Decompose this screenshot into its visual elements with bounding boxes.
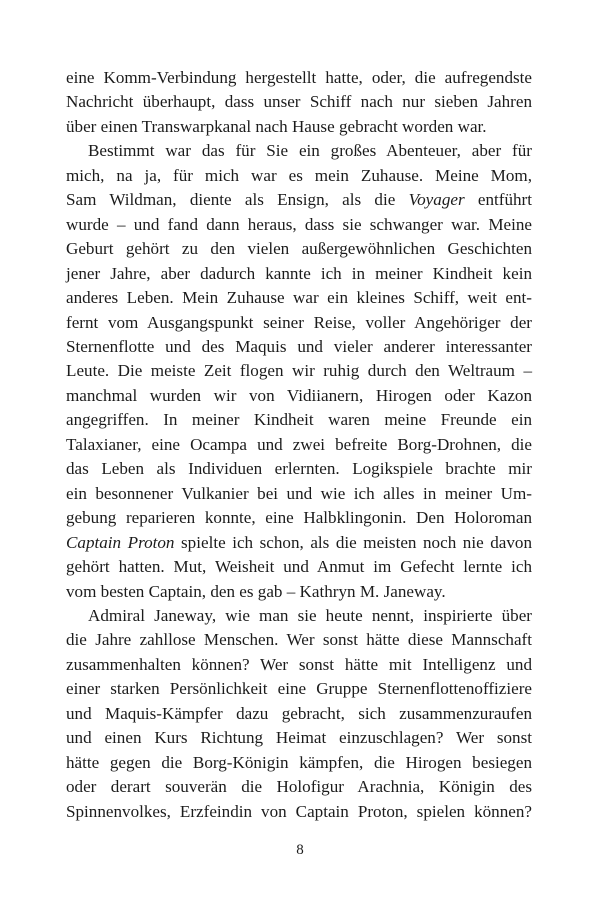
text-line — [66, 506, 532, 530]
text-line — [66, 628, 532, 652]
text-line — [66, 90, 532, 114]
text-segment: Sam Wildman, diente als Ensign, als die — [66, 190, 409, 210]
text-line — [66, 800, 532, 824]
text-segment: das Leben als Individuen erlernten. Logikspiele brachte mir — [66, 459, 532, 479]
text-segment: über einen Transwarpkanal nach Hause gebracht worden war. — [66, 116, 487, 136]
text-segment: spielte ich schon, als die meisten noch nie davon — [174, 532, 532, 552]
text-line — [66, 164, 532, 188]
text-line — [66, 531, 532, 555]
text-line — [66, 433, 532, 457]
text-line — [66, 115, 532, 139]
text-line — [66, 188, 532, 212]
text-line — [66, 604, 532, 628]
body-text — [66, 66, 532, 824]
text-line — [66, 482, 532, 506]
text-line — [66, 359, 532, 383]
text-segment: Bestimmt war das für Sie ein großes Abenteuer, aber für — [88, 141, 532, 161]
paragraph — [66, 139, 532, 604]
text-segment: entführt — [464, 190, 532, 210]
text-segment: angegriffen. In meiner Kindheit waren meine Freunde ein — [66, 410, 532, 430]
text-line — [66, 237, 532, 261]
text-segment: wurde – und fand dann heraus, dass sie schwanger war. Meine — [66, 214, 532, 234]
text-segment: Spinnenvolkes, Erzfeindin von Captain Proton, spielen können? — [66, 801, 532, 821]
text-line — [66, 139, 532, 163]
text-line — [66, 555, 532, 579]
text-segment: hätte gegen die Borg-Königin kämpfen, die Hirogen besiegen — [66, 752, 532, 772]
text-segment: Geburt gehört zu den vielen außergewöhnlichen Geschichten — [66, 239, 532, 259]
text-segment: gehört hatten. Mut, Weisheit und Anmut im Gefecht lernte ich — [66, 557, 532, 577]
text-segment: Talaxianer, eine Ocampa und zwei befreite Borg-Drohnen, die — [66, 434, 532, 454]
text-line — [66, 775, 532, 799]
text-segment: anderes Leben. Mein Zuhause war ein kleines Schiff, weit ent- — [66, 288, 532, 308]
text-line — [66, 702, 532, 726]
text-segment: und Maquis-Kämpfer dazu gebracht, sich zusammenzuraufen — [66, 703, 532, 723]
text-segment: und einen Kurs Richtung Heimat einzuschlagen? Wer sonst — [66, 728, 532, 748]
text-segment: Nachricht überhaupt, dass unser Schiff nach nur sieben Jahren — [66, 92, 532, 112]
italic-title: Captain Proton — [66, 532, 175, 552]
text-segment: einer starken Persönlichkeit eine Gruppe Sternenflottenoffiziere — [66, 679, 532, 699]
text-line — [66, 580, 532, 604]
text-segment: ein besonnener Vulkanier bei und wie ich alles in meiner Um- — [66, 483, 532, 503]
text-line — [66, 262, 532, 286]
text-line — [66, 653, 532, 677]
text-segment: jener Jahre, aber dadurch kannte ich in meiner Kindheit kein — [66, 263, 532, 283]
text-line — [66, 335, 532, 359]
text-line — [66, 311, 532, 335]
text-line — [66, 384, 532, 408]
text-segment: Sternenflotte und des Maquis und vieler anderer interessanter — [66, 336, 532, 356]
text-segment: eine Komm-Verbindung hergestellt hatte, oder, die aufregendste — [66, 68, 532, 87]
text-segment: vom besten Captain, den es gab – Kathryn M. Janeway. — [66, 581, 446, 601]
text-segment: Admiral Janeway, wie man sie heute nennt, inspirierte über — [88, 605, 532, 625]
text-segment: fernt vom Ausgangspunkt seiner Reise, voller Angehöriger der — [66, 312, 532, 332]
text-segment: Leute. Die meiste Zeit flogen wir ruhig durch den Weltraum – — [66, 361, 532, 381]
text-segment: zusammenhalten können? Wer sonst hätte mit Intelligenz und — [66, 654, 532, 674]
text-line — [66, 751, 532, 775]
text-line — [66, 213, 532, 237]
italic-title: Voyager — [408, 190, 465, 210]
text-segment: gebung reparieren konnte, eine Halbklingonin. Den Holoroman — [66, 508, 532, 528]
paragraph — [66, 66, 532, 139]
text-segment: die Jahre zahllose Menschen. Wer sonst hätte diese Mannschaft — [66, 630, 532, 650]
text-segment: manchmal wurden wir von Vidiianern, Hirogen oder Kazon — [66, 385, 532, 405]
paragraph — [66, 604, 532, 824]
text-line — [66, 286, 532, 310]
text-segment: oder derart souverän die Holofigur Arachnia, Königin des — [66, 777, 532, 797]
page-number: 8 — [296, 842, 304, 858]
text-segment: mich, na ja, für mich war es mein Zuhause. Meine Mom, — [66, 165, 532, 185]
text-line — [66, 66, 532, 90]
text-line — [66, 408, 532, 432]
text-line — [66, 677, 532, 701]
text-line — [66, 457, 532, 481]
text-line — [66, 726, 532, 750]
